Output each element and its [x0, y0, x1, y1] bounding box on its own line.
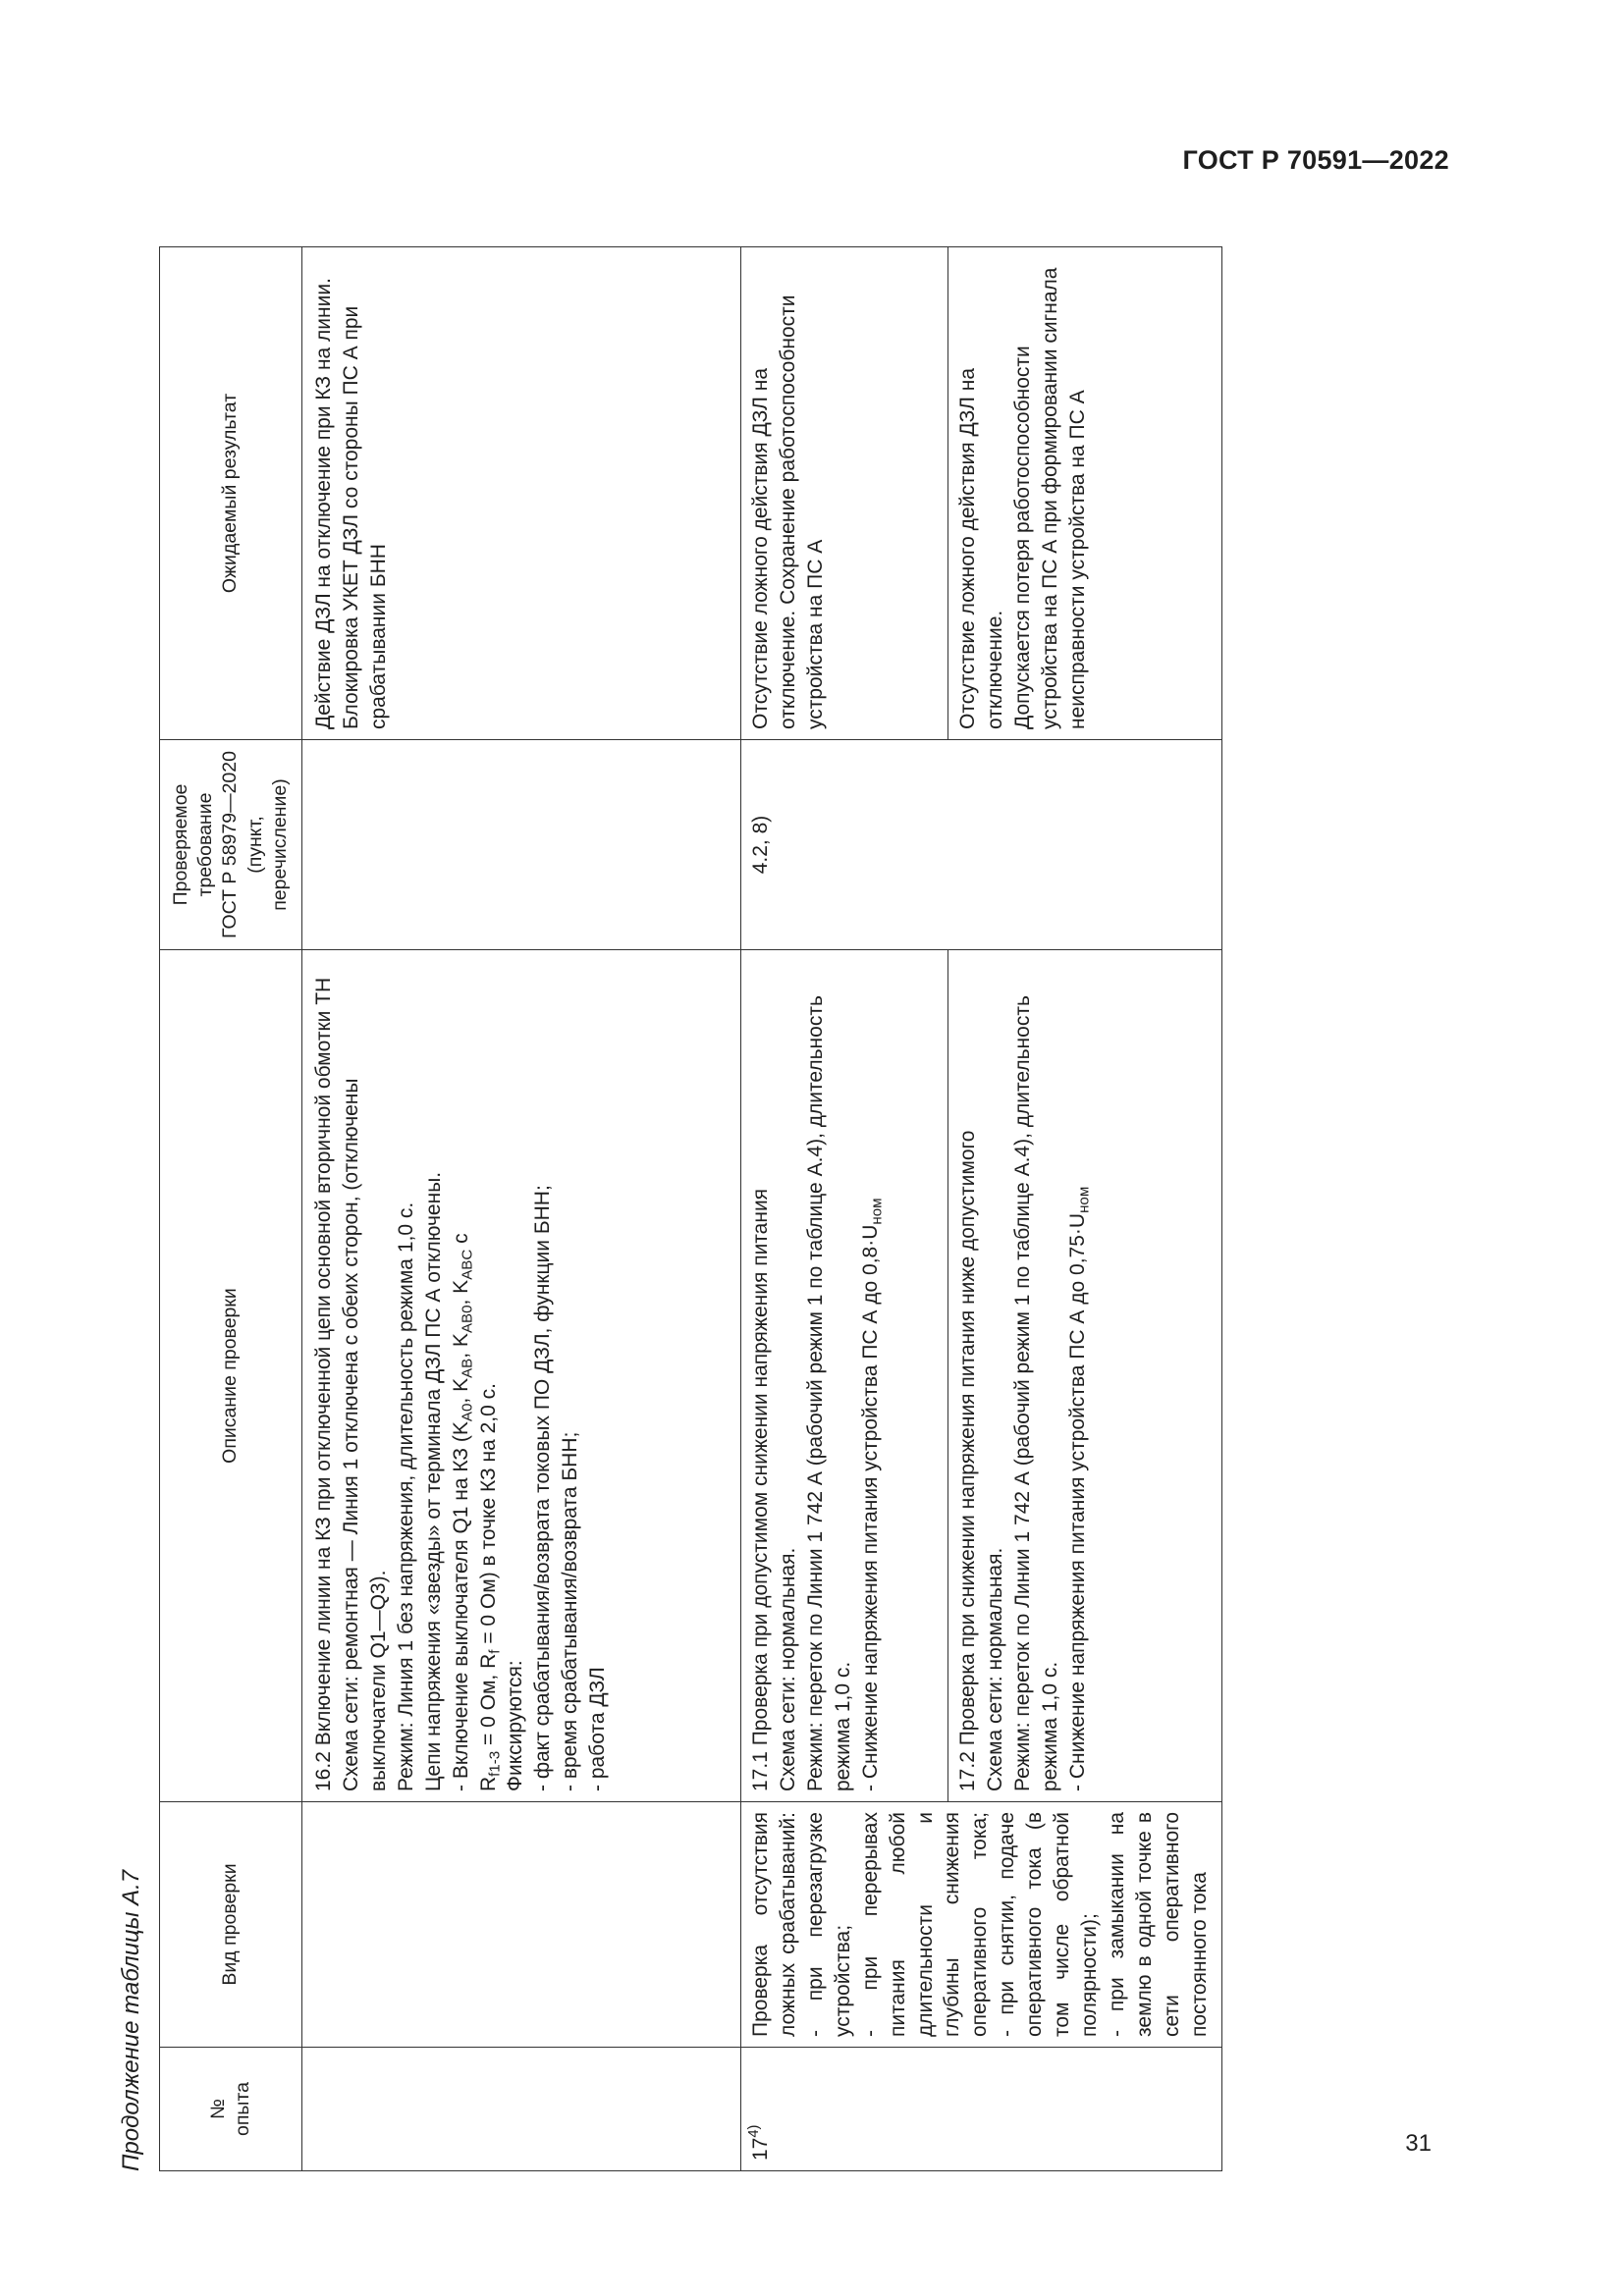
cell-requirement-empty	[302, 740, 741, 950]
rotated-table-block	[110, 247, 1210, 2171]
cell-type-empty	[302, 1802, 741, 2048]
document-header: ГОСТ Р 70591—2022	[1182, 145, 1449, 175]
cell-description-17-1: 17.1 Проверка при допустимом снижении напряжения питания Схема сети: нормальная. Режим: переток по Линии 1 742 А (рабочий режим 1 по таблице А.4), длительность режима 1,0 с. - Снижение напряжения питания устройства ПС А до $0,8\cdot U_{ном}$	[741, 950, 948, 1802]
header-requirement: Проверяемое требование ГОСТ Р 58979—2020 (пункт, перечисление)	[160, 740, 302, 950]
header-test-type: Вид проверки	[160, 1802, 302, 2048]
table-caption: Продолжение таблицы А.7	[118, 1869, 144, 2171]
header-description: Описание проверки	[160, 950, 302, 1802]
cell-requirement-17: 4.2, 8)	[741, 740, 1222, 950]
cell-result-17-2: Отсутствие ложного действия ДЗЛ на отключение. Допускается потеря работоспособности устройства на ПС А при формировании сигнала неисправности устройства на ПС А	[947, 247, 1221, 740]
cell-number-17: 17$^{4)}$	[741, 2048, 1222, 2171]
page-number: 31	[1405, 2130, 1432, 2157]
header-expected-result: Ожидаемый результат	[160, 247, 302, 740]
cell-type-17: Проверка отсутствия ложных срабатываний: - при перезагрузке устройства; - при перерывах питания любой длительности и глубины снижения оперативного тока; - при снятии, подаче оперативного тока (в том числе обратной полярности); - при замыкании на землю в одной точке в сети оперативного постоянного тока	[741, 1802, 1222, 2048]
cell-description-16-2: 16.2 Включение линии на КЗ при отключенной цепи основной вторичной обмотки ТН Схема сети: ремонтная — Линия 1 отключена с обеих сторон, (отключены выключатели Q1—Q3). Режим: Линия 1 без напряжения, длительность режима 1,0 с. Цепи напряжения «звезды» от терминала ДЗЛ ПС А отключены. - Включение выключателя Q1 на КЗ ($K_{A0}$, $K_{AB}$, $K_{AB0}$, $K_{ABC}$ с $R_{f1-3} = 0$ Ом, $R_f = 0$ Ом) в точке КЗ на 2,0 с. Фиксируются: - факт срабатывания/возврата токовых ПО ДЗЛ, функции БНН; - время срабатывания/возврата БНН; - работа ДЗЛ	[302, 950, 741, 1802]
table-row-16-2	[302, 247, 741, 2171]
cell-number-empty	[302, 2048, 741, 2171]
test-table	[159, 246, 1222, 2171]
cell-result-17-1: Отсутствие ложного действия ДЗЛ на отключение. Сохранение работоспособности устройства на ПС А	[741, 247, 948, 740]
resistance-line: $R_{f1-3} = 0$ Ом, $R_f = 0$ Ом) в точке КЗ на 2,0 с.	[476, 1383, 504, 1791]
header-test-number: № опыта	[160, 2048, 302, 2171]
table-header-row	[160, 247, 302, 2171]
table-row-17-1	[741, 247, 948, 2171]
cell-description-17-2: 17.2 Проверка при снижении напряжения питания ниже допустимого Схема сети: нормальная. Режим: переток по Линии 1 742 А (рабочий режим 1 по таблице А.4), длительность режима 1,0 с. - Снижение напряжения питания устройства ПС А до $0,75\cdot U_{ном}$	[947, 950, 1221, 1802]
cell-result-16-2: Действие ДЗЛ на отключение при КЗ на линии. Блокировка УКЕТ ДЗЛ со стороны ПС А при срабатывании БНН	[302, 247, 741, 740]
switch-on-line: - Включение выключателя Q1 на КЗ ($K_{A0}$, $K_{AB}$, $K_{AB0}$, $K_{ABC}$ с	[449, 1233, 476, 1791]
